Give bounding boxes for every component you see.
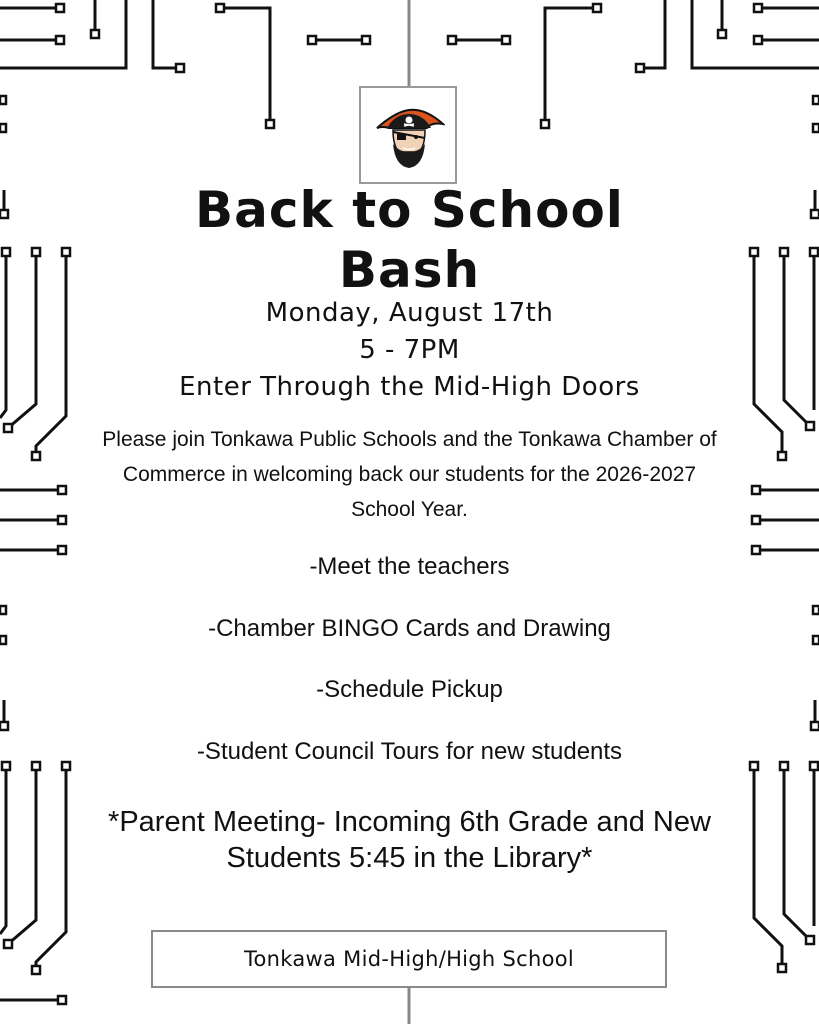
event-date: Monday, August 17th [265,298,554,328]
intro-paragraph: Please join Tonkawa Public Schools and the Tonkawa Chamber of Commerce in welcoming back our students for the 2026-2027 School Year. [102,428,717,521]
event-title-line-2: Bash [338,241,481,299]
activity-item: -Schedule Pickup [316,676,503,703]
activity-item: -Chamber BINGO Cards and Drawing [208,615,611,642]
event-time: 5 - 7PM [359,335,460,365]
event-entrance: Enter Through the Mid-High Doors [179,372,640,402]
parent-meeting-note: *Parent Meeting- Incoming 6th Grade and New Students 5:45 in the Library* [108,806,711,874]
activity-item: -Student Council Tours for new students [196,738,623,765]
pirate-mascot-icon [375,104,445,170]
activity-item: -Meet the teachers [309,553,510,580]
event-title-line-1: Back to School [195,181,624,239]
logo-frame [359,86,457,184]
school-name-footer: Tonkawa Mid-High/High School [151,930,667,988]
